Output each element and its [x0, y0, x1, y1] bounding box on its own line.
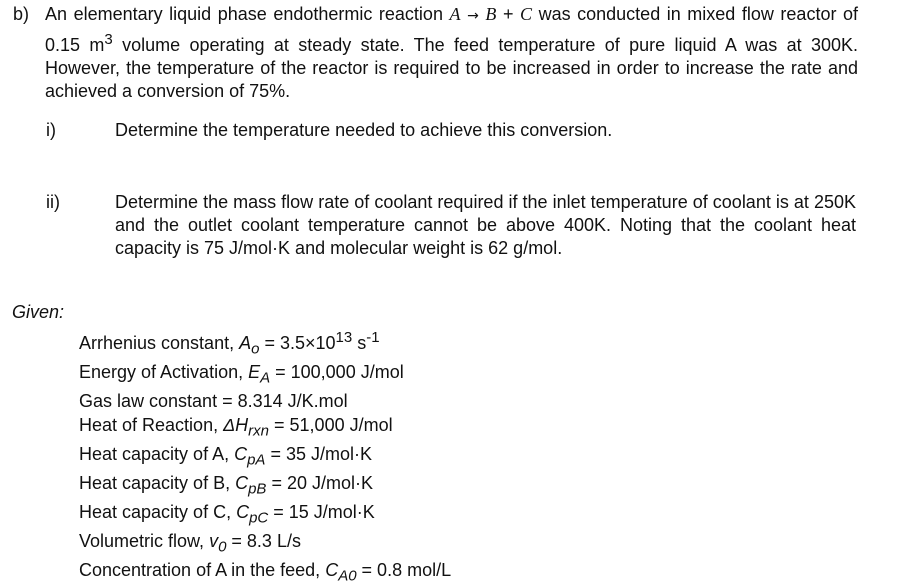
given-value: = 100,000 J/mol — [270, 362, 404, 383]
subpart-number: ii) — [46, 192, 60, 212]
reaction-plus: + — [502, 4, 514, 24]
given-heat-of-reaction — [79, 414, 451, 443]
given-gas-constant: Gas law constant = 8.314 J/K.mol — [79, 391, 348, 412]
question-letter: b) — [13, 4, 30, 24]
given-symbol: C — [235, 472, 249, 493]
given-label-text: Heat capacity of A, — [79, 443, 235, 464]
subpart-number: i) — [46, 120, 56, 140]
given-value: = 8.3 L/s — [226, 531, 301, 552]
given-list — [79, 326, 451, 588]
given-label-text: Heat capacity of B, — [79, 472, 236, 493]
intro-text-3: volume operating at steady state. The feed temperature of pure liquid A was at 300K. However, the temperature of the reactor is required to be increased in order to increase the rate and achieved a conversion of 75%. — [45, 35, 858, 101]
given-subscript: rxn — [248, 422, 270, 440]
given-symbol: A — [239, 333, 252, 353]
given-label-text: Arrhenius constant, — [79, 333, 240, 353]
given-value: = 0.8 mol/L — [356, 560, 452, 581]
given-heading: Given: — [12, 302, 65, 322]
question-paragraph — [13, 3, 858, 103]
subpart-text: Determine the temperature needed to achieve this conversion. — [115, 120, 613, 140]
given-heat-capacity-a — [79, 443, 451, 472]
given-heat-capacity-b — [79, 472, 451, 501]
given-symbol: E — [248, 362, 261, 383]
given-heat-capacity-c — [79, 501, 451, 530]
given-subscript: pC — [249, 509, 269, 527]
intro-text-1: An elementary liquid phase endothermic reaction — [45, 4, 450, 24]
reaction-species-b: B — [485, 4, 497, 24]
reaction-species-c: C — [520, 4, 533, 24]
volume-exponent: 3 — [104, 31, 113, 48]
given-arrhenius — [79, 326, 451, 361]
given-value: = 35 J/mol·K — [265, 443, 372, 464]
intro-text-2: was conducted in mixed flow reactor of 0.15 m — [45, 4, 859, 55]
given-value: = 15 J/mol·K — [268, 501, 375, 522]
given-label-text: Energy of Activation, — [79, 362, 249, 383]
given-subscript: pB — [248, 480, 267, 498]
given-symbol: ΔH — [223, 414, 249, 435]
given-label-text: Concentration of A in the feed, — [79, 560, 326, 581]
reaction-arrow: → — [467, 8, 479, 24]
given-subscript: A — [260, 369, 271, 387]
given-subscript: o — [251, 340, 260, 358]
given-unit: s — [352, 333, 367, 353]
given-label-text: Volumetric flow, — [79, 531, 210, 552]
given-volumetric-flow — [79, 530, 451, 559]
given-exponent: 13 — [335, 329, 353, 346]
given-feed-concentration — [79, 559, 451, 588]
given-subscript: pA — [247, 451, 266, 469]
given-label-text: Heat capacity of C, — [79, 501, 237, 522]
given-symbol: C — [234, 443, 248, 464]
subpart-text: Determine the mass flow rate of coolant required if the inlet temperature of coolant is at 250K and the outlet coolant temperature cannot be above 400K. Noting that the coolant heat capacity is 75 J/mol·K and molecular weight is 62 g/mol. — [115, 192, 856, 258]
given-symbol: C — [236, 501, 250, 522]
given-value: = 3.5×10 — [259, 333, 336, 353]
given-unit-exponent: -1 — [366, 329, 380, 346]
given-value: = 51,000 J/mol — [269, 414, 393, 435]
reaction-species-a: A — [449, 4, 461, 24]
given-symbol: v — [209, 531, 219, 552]
given-value: = 20 J/mol·K — [266, 472, 373, 493]
given-label-text: Heat of Reaction, — [79, 414, 224, 435]
given-subscript: A0 — [338, 567, 357, 585]
given-activation-energy — [79, 361, 451, 390]
given-subscript: 0 — [218, 538, 227, 556]
given-symbol: C — [325, 560, 339, 581]
question-text — [45, 3, 858, 103]
